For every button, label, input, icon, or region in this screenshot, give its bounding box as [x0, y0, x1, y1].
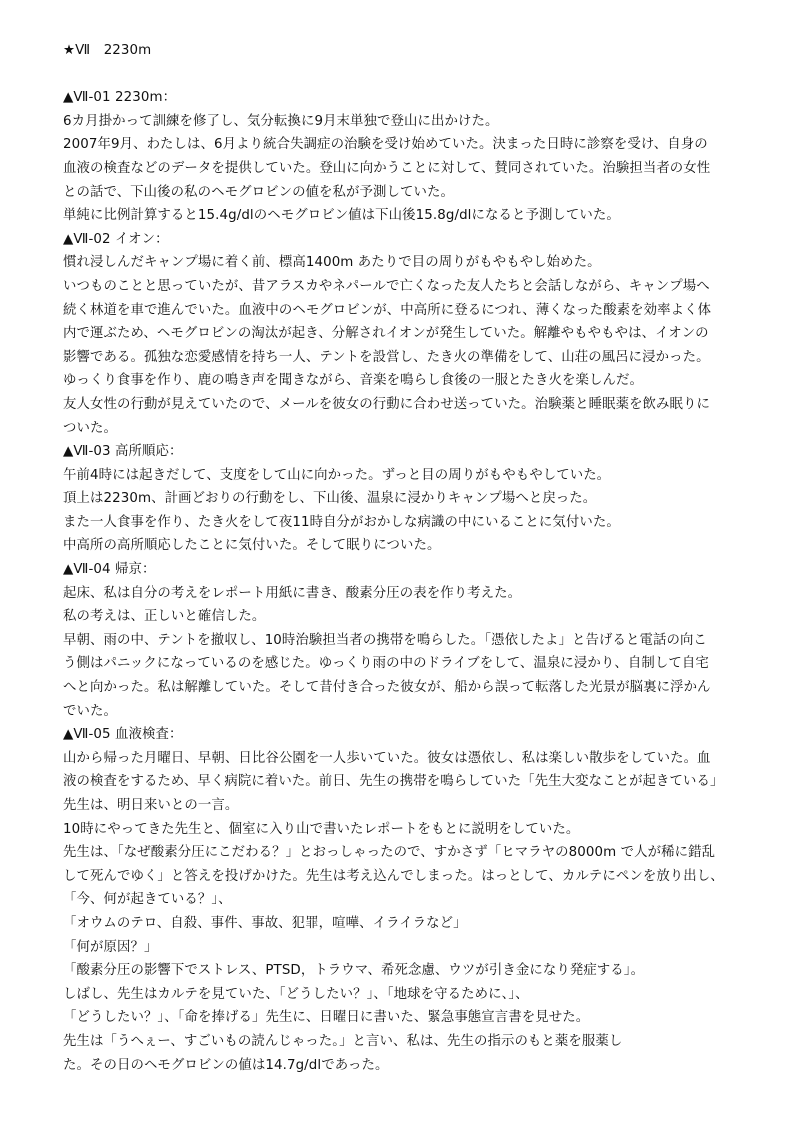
body-line: 2007年9月、わたしは、6月より統合失調症の治験を受け始めていた。決まった日時に診察を受け、自身の [63, 137, 708, 153]
body-line: でいた。 [63, 703, 117, 719]
body-line: 私の考えは、正しいと確信した。 [63, 609, 266, 625]
body-line: して死んでゆく」と答えを投げかけた。先生は考え込んでしまった。はっとして、カルテにペンを放り出し、 [63, 868, 724, 884]
section-heading: ▲Ⅶ-05 血液検査： [63, 727, 183, 743]
body-line: また一人食事を作り、たき火をして夜11時自分がおかしな病識の中にいることに気付いた。 [63, 514, 620, 530]
body-line: 続く林道を車で進んでいた。血液中のヘモグロビンが、中高所に登るにつれ、薄くなった酸素を効率よく体 [63, 302, 712, 318]
body-line: 「何が原因？」 [63, 939, 158, 955]
section-heading: ▲Ⅶ-03 高所順応： [63, 444, 183, 460]
body-line: た。その日のヘモグロビンの値は14.7g/dlであった。 [63, 1057, 389, 1073]
body-line: しばし、先生はカルテを見ていた、「どうしたい？」、「地球を守るために、」、 [63, 986, 529, 1002]
chapter-heading: ★Ⅶ 2230m [63, 43, 152, 58]
body-line: 内で運ぶため、ヘモグロビンの淘汰が起き、分解されイオンが発生していた。解離やもやもやは、イオンの [63, 326, 709, 342]
blank-line [63, 63, 763, 87]
body-line: 「酸素分圧の影響下でストレス、PTSD，トラウマ、希死念慮、ウツが引き金になり発症する」。 [63, 963, 645, 979]
body-line: 先生は、「なぜ酸素分圧にこだわる？」とおっしゃったので、すかさず「ヒマラヤの8000m で人が稀に錯乱 [63, 845, 716, 861]
body-line: 血液の検査などのデータを提供していた。登山に向かうことに対して、賛同されていた。治験担当者の女性 [63, 160, 711, 176]
body-line: 中高所の高所順応したことに気付いた。そして眠りについた。 [63, 538, 441, 554]
body-line: ついた。 [63, 420, 117, 436]
body-line: 慣れ浸しんだキャンプ場に着く前、標高1400m あたりで目の周りがもやもやし始めた。 [63, 255, 601, 271]
body-line: 先生は「うへぇー、すごいもの読んじゃった。」と言い、私は、先生の指示のもと薬を服薬し [63, 1033, 623, 1049]
body-line: 午前4時には起きだして、支度をして山に向かった。ずっと目の周りがもやもやしていた。 [63, 467, 611, 483]
section-heading: ▲Ⅶ-01 2230m： [63, 90, 177, 106]
body-line: ゆっくり食事を作り、鹿の鳴き声を聞きながら、音楽を鳴らし食後の一服とたき火を楽しんだ。 [63, 373, 643, 389]
section-heading: ▲Ⅶ-02 イオン： [63, 231, 169, 247]
body-line: 山から帰った月曜日、早朝、日比谷公園を一人歩いていた。彼女は憑依し、私は楽しい散歩をしていた。血 [63, 750, 711, 766]
body-line: 早朝、雨の中、テントを撤収し、10時治験担当者の携帯を鳴らした。「憑依したよ」と告げると電話の向こ [63, 632, 707, 648]
body-line: 10時にやってきた先生と、個室に入り山で書いたレポートをもとに説明をしていた。 [63, 821, 580, 837]
section-heading: ▲Ⅶ-04 帰京： [63, 562, 156, 578]
body-line: 「オウムのテロ、自殺、事件、事故、犯罪，喧嘩、イライラなど」 [63, 915, 467, 931]
body-line: との話で、下山後の私のヘモグロビンの値を私が予測していた。 [63, 184, 454, 200]
body-line: 単純に比例計算すると15.4g/dlのヘモグロビン値は下山後15.8g/dlになると予測していた。 [63, 208, 620, 224]
body-line: 頂上は2230m、計画どおりの行動をし、下山後、温泉に浸かりキャンプ場へと戻った。 [63, 491, 597, 507]
body-line: 先生は、明日来いとの一言。 [63, 798, 239, 813]
body-line: いつものことと思っていたが、昔アラスカやネパールで亡くなった友人たちと会話しながら、キャンプ場へ [63, 278, 710, 294]
document-body [63, 39, 763, 1077]
body-line: へと向かった。私は解離していた。そして昔付き合った彼女が、船から誤って転落した光景が脳裏に浮かん [63, 680, 711, 696]
body-line: 影響である。孤独な恋愛感情を持ち一人、テントを設営し、たき火の準備をして、山荘の風呂に浸かった。 [63, 349, 710, 365]
body-line: 起床、私は自分の考えをレポート用紙に書き、酸素分圧の表を作り考えた。 [63, 585, 522, 601]
body-line: 液の検査をするため、早く病院に着いた。前日、先生の携帯を鳴らしていた「先生大変なことが起きている」 [63, 774, 724, 790]
body-line: 「どうしたい？」、「命を捧げる」先生に、日曜日に書いた、緊急事態宣言書を見せた。 [63, 1010, 590, 1026]
body-line: 「今、何が起きている？」、 [63, 892, 232, 908]
body-line: 友人女性の行動が見えていたので、メールを彼女の行動に合わせ送っていた。治験薬と睡眠薬を飲み眠りに [63, 396, 711, 412]
body-line: 6カ月掛かって訓練を修了し、気分転換に9月末単独で登山に出かけた。 [63, 113, 499, 129]
body-line: う側はパニックになっているのを感じた。ゆっくり雨の中のドライブをして、温泉に浸かり、自制して自宅 [63, 656, 709, 672]
